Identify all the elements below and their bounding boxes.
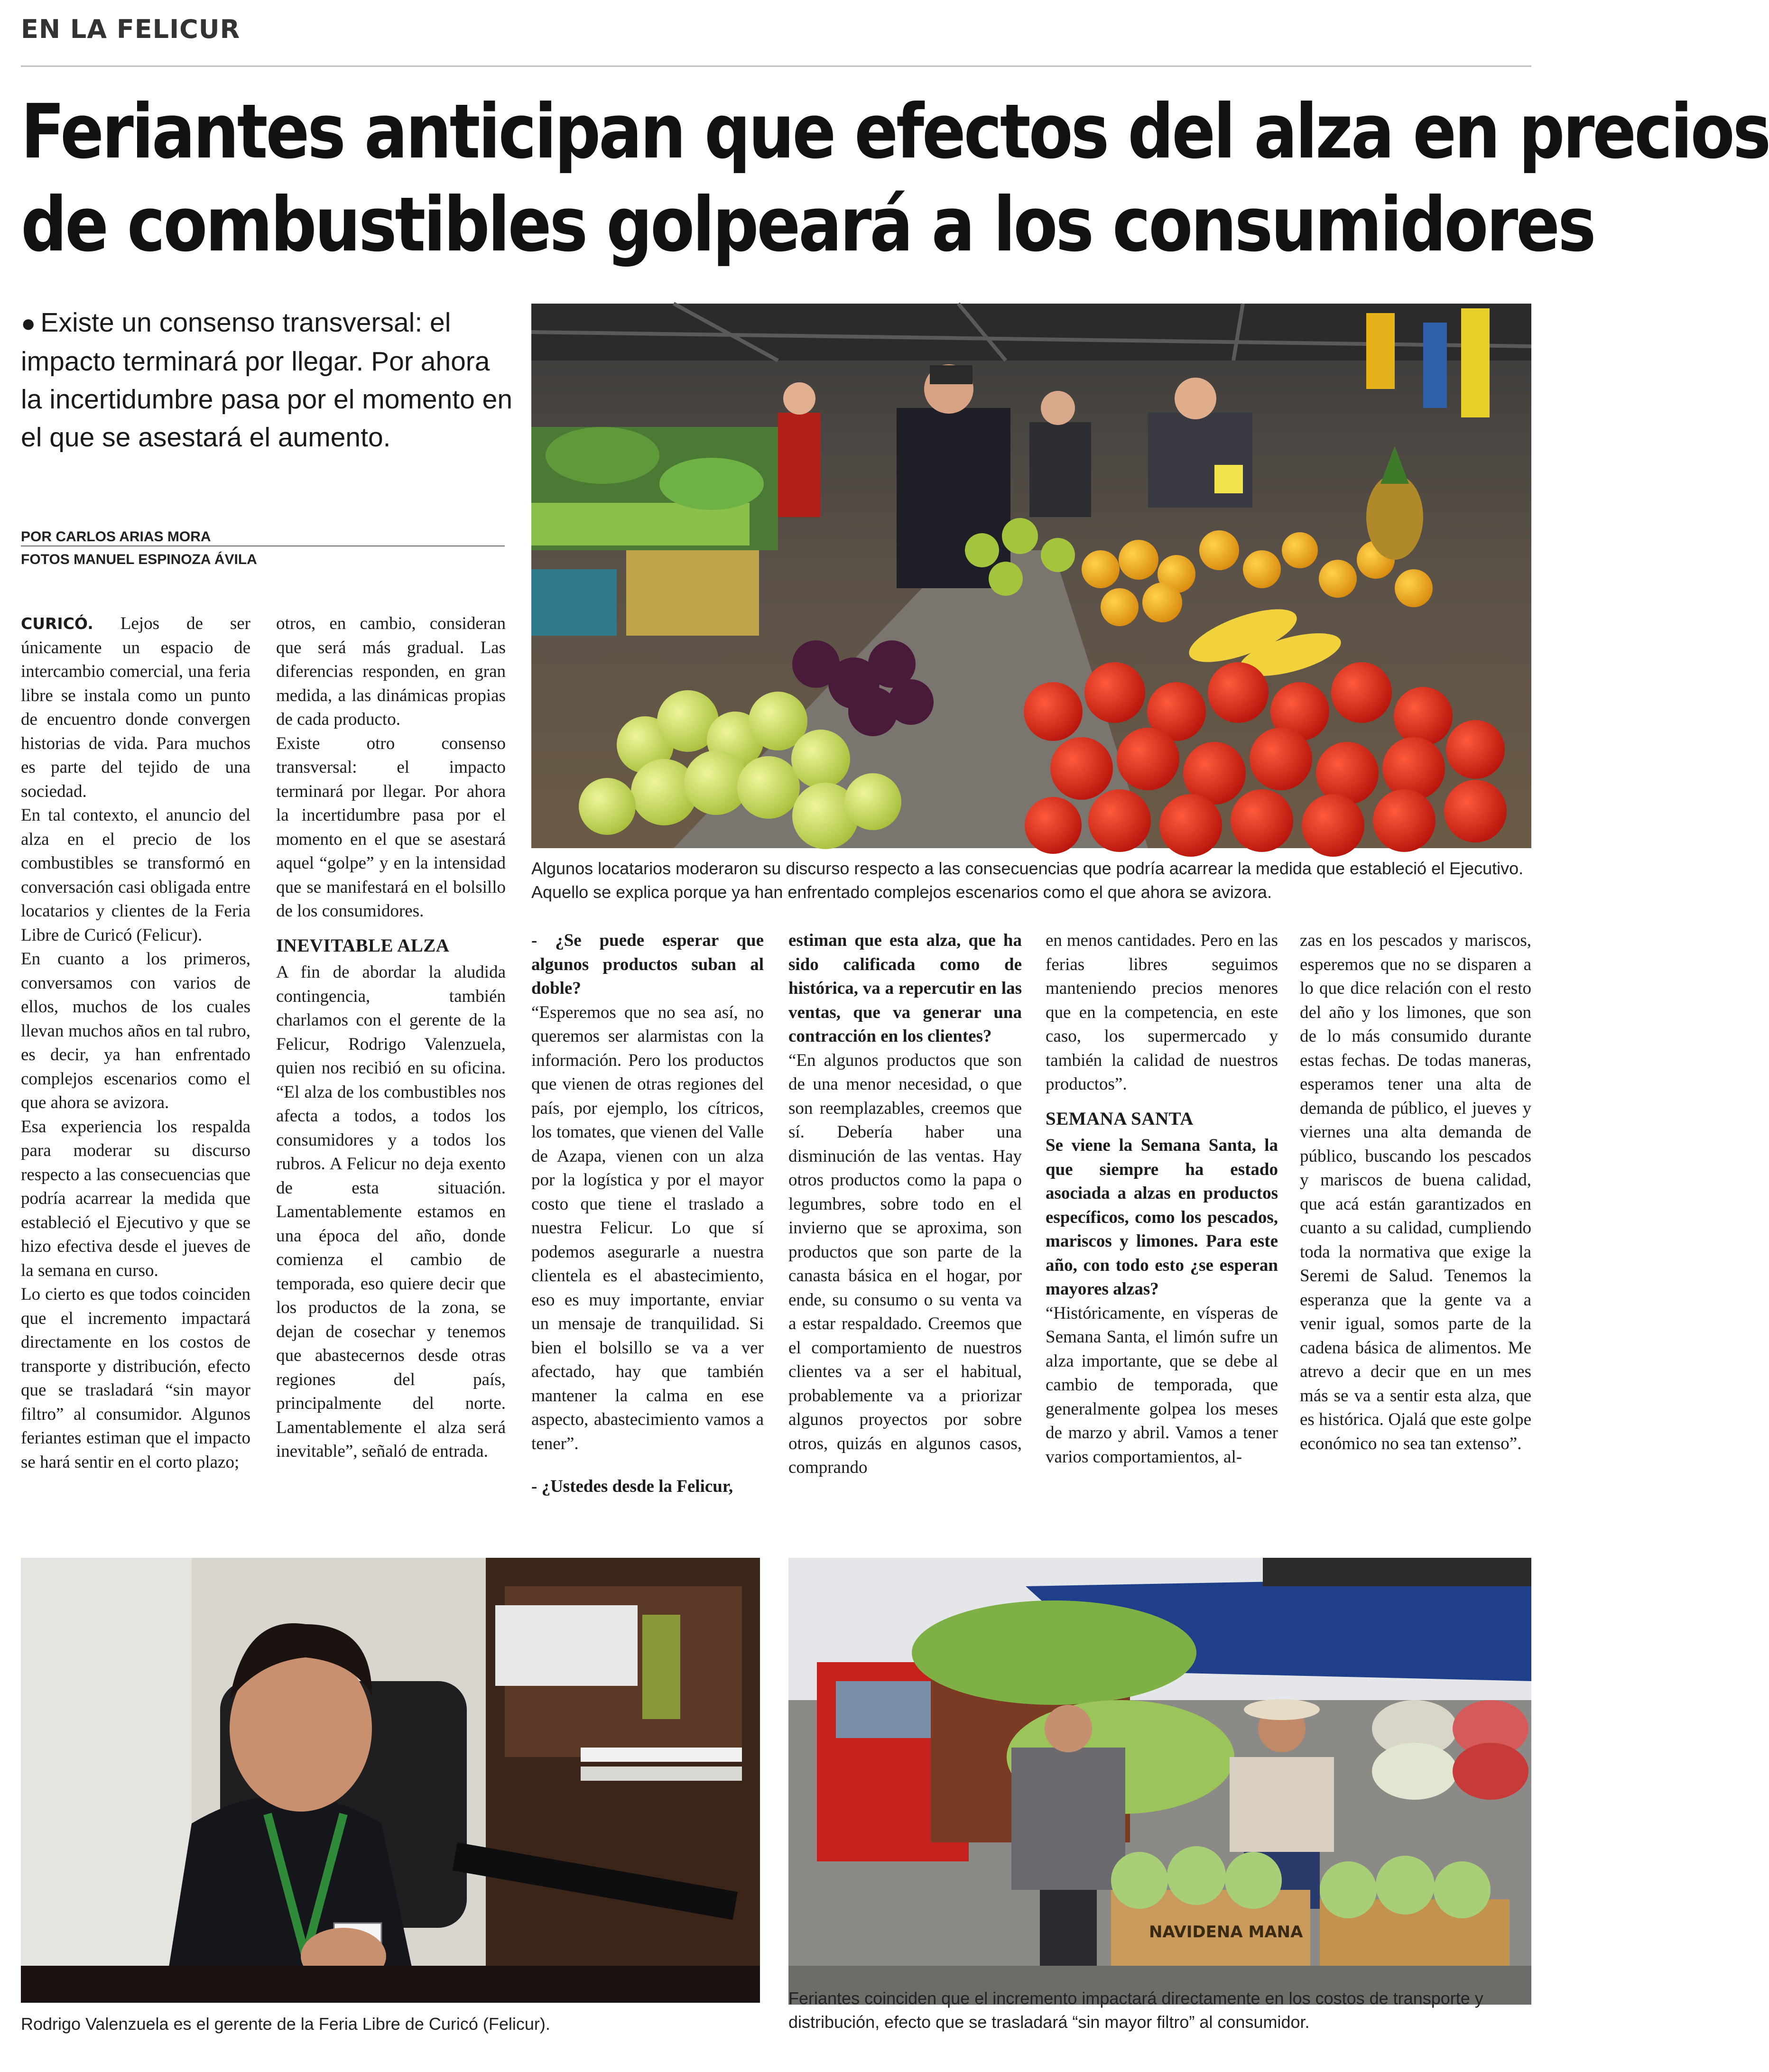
subheading: INEVITABLE ALZA: [276, 935, 450, 956]
market-photo-illustration: [531, 304, 1531, 848]
manager-photo-illustration: [21, 1558, 760, 2003]
manager-photo: [21, 1558, 760, 2003]
article-column-5: [1046, 929, 1278, 1469]
divider: [21, 65, 1531, 67]
photo-credit: FOTOS MANUEL ESPINOZA ÁVILA: [21, 552, 257, 567]
subheading: SEMANA SANTA: [1046, 1108, 1194, 1129]
bullet-icon: ●: [21, 310, 36, 337]
interview-question: Se viene la Semana Santa, la que siempre ha estado asociada a alzas en productos específicos, como los pescados, mariscos y limones. Para este año, con todo esto ¿se esperan mayores alzas?: [1046, 1136, 1278, 1299]
interview-question: - ¿Ustedes desde la Felicur,: [531, 1477, 733, 1496]
market-photo: [531, 304, 1531, 848]
lead-summary: [21, 304, 514, 456]
article-column-3: [531, 929, 764, 1499]
paragraph: “Históricamente, en vísperas de Semana Santa, el limón sufre un alza importante, que se debe al cambio de temporada, que generalmente golpea los meses de marzo y abril. Vamos a tener varios comportamientos, al-: [1046, 1303, 1278, 1467]
interview-question: - ¿Se puede esperar que algunos productos suban al doble?: [531, 931, 764, 998]
article-column-2: [276, 612, 506, 1464]
vendors-photo: [788, 1558, 1531, 2005]
paragraph: En cuanto a los primeros, conversamos con varios de ellos, muchos de los cuales llevan muchos años en tal rubro, es decir, ya han enfrentado complejos escenarios como el que ahora se avizora.: [21, 949, 250, 1112]
lead-text: Existe un consenso transversal: el impacto terminará por llegar. Por ahora la incertidumbre pasa por el momento en el que se asestará el aumento.: [21, 307, 513, 453]
manager-photo-caption: Rodrigo Valenzuela es el gerente de la Feria Libre de Curicó (Felicur).: [21, 2014, 550, 2034]
vendors-photo-caption: Feriantes coinciden que el incremento impactará directamente en los costos de transporte y distribución, efecto que se trasladará “sin mayor filtro” al consumidor.: [788, 1989, 1483, 2032]
headline: [21, 85, 1769, 271]
paragraph: “En algunos productos que son de una menor necesidad, o que son reemplazables, creemos que sí. Debería haber una disminución de las ventas. Hay otros productos como la papa o legumbres, sobre todo en el invierno que se aproxima, son productos que son parte de la canasta básica en el hogar, por ende, su consumo o su venta va a estar respaldado. Creemos que el comportamiento de nuestros clientes va a ser el habitual, probablemente va a priorizar algunos proyectos por sobre otros, quizás en algunos casos, comprando: [788, 1050, 1022, 1477]
dateline: CURICÓ.: [21, 614, 93, 633]
article-column-1: [21, 612, 250, 1474]
author-credit: POR CARLOS ARIAS MORA: [21, 529, 211, 545]
paragraph: otros, en cambio, consideran que será más gradual. Las diferencias responden, en gran medida, a las dinámicas propias de cada producto.: [276, 614, 506, 729]
market-photo-caption: Algunos locatarios moderaron su discurso respecto a las consecuencias que podría acarrear la medida que estableció el Ejecutivo. Aquello se explica porque ya han enfrentado complejos escenarios como el que ahora se avizora.: [531, 859, 1524, 902]
byline: [21, 526, 505, 571]
paragraph: en menos cantidades. Pero en las ferias libres seguimos manteniendo precios menores que en la competencia, en este caso, los supermercado y también la calidad de nuestros productos”.: [1046, 931, 1278, 1094]
paragraph: CURICÓ. Lejos de ser únicamente un espacio de intercambio comercial, una feria libre se instala como un punto de encuentro donde convergen historias de vida. Para muchos es parte del tejido de una sociedad.: [21, 614, 250, 801]
crate-label: NAVIDENA MANA: [1149, 1923, 1303, 1942]
article-column-6: [1300, 929, 1531, 1456]
paragraph: zas en los pescados y mariscos, esperemos que no se disparen a lo que dice relación con el resto del año y los limones, que son de lo más consumido durante estas fechas. De todas maneras, esperamos tener una alta de demanda de público, el jueves y viernes una alta demanda de público, buscando los pescados y mariscos de buena calidad, que acá están garantizados en cuanto a su calidad, cumpliendo toda la normativa que exige la Seremi de Salud. Tenemos la esperanza que la gente va a venir igual, somos parte de la cadena básica de alimentos. Me atrevo a decir que en un mes más se va a sentir esta alza, que es histórica. Ojalá que este golpe económico no sea tan extenso”.: [1300, 931, 1531, 1453]
headline-line-1: Feriantes anticipan que efectos del alza en precios: [21, 88, 1769, 176]
paragraph: “Esperemos que no sea así, no queremos ser alarmistas con la información. Pero los productos que vienen de otras regiones del país, por ejemplo, los cítricos, los tomates, que vienen del Valle de Azapa, vienen con un alza por la logística y por el mayor costo que tiene el traslado a nuestra Felicur. Lo que sí podemos asegurarle a nuestra clientela es el abastecimiento, eso es muy importante, enviar un mensaje de tranquilidad. Si bien el bolsillo se va a ver afectado, hay que también mantener la calma en ese aspecto, abastecimiento vamos a tener”.: [531, 1002, 764, 1453]
paragraph: Lo cierto es que todos coinciden que el incremento impactará directamente en los costos de transporte y distribución, efecto que se trasladará “sin mayor filtro” al consumidor. Algunos feriantes estiman que el impacto se hará sentir en el corto plazo;: [21, 1285, 250, 1472]
vendors-photo-illustration: [788, 1558, 1531, 2005]
paragraph: Esa experiencia los respalda para moderar su discurso respecto a las consecuencias que podría acarrear la medida que estableció el Ejecutivo y que se hizo efectiva desde el jueves de la semana en curso.: [21, 1117, 250, 1280]
headline-line-2: de combustibles golpeará a los consumidores: [21, 181, 1594, 268]
interview-question: estiman que esta alza, que ha sido calificada como de histórica, va a repercutir en las ventas, que va generar una contracción en los clientes?: [788, 931, 1022, 1046]
section-label: EN LA FELICUR: [21, 14, 241, 44]
article-column-4: [788, 929, 1022, 1480]
paragraph: A fin de abordar la aludida contingencia, también charlamos con el gerente de la Felicur, Rodrigo Valenzuela, quien nos recibió en su oficina. “El alza de los combustibles nos afecta a todos, a todos los consumidores y a todos los rubros. A Felicur no deja exento de esta situación. Lamentablemente estamos en una época del año, donde comienza el cambio de temporada, eso quiere decir que los productos de la zona, se dejan de cosechar y tenemos que abastecernos desde otras regiones del país, principalmente del norte. Lamentablemente el alza será inevitable”, señaló de entrada.: [276, 962, 506, 1461]
paragraph: En tal contexto, el anuncio del alza en el precio de los combustibles se transformó en conversación casi obligada entre locatarios y clientes de la Feria Libre de Curicó (Felicur).: [21, 805, 250, 945]
paragraph: Existe otro consenso transversal: el impacto terminará por llegar. Por ahora la incertidumbre pasa por el momento en el que se asestará aquel “golpe” y en la intensidad que se manifestará en el bolsillo de los consumidores.: [276, 733, 506, 921]
